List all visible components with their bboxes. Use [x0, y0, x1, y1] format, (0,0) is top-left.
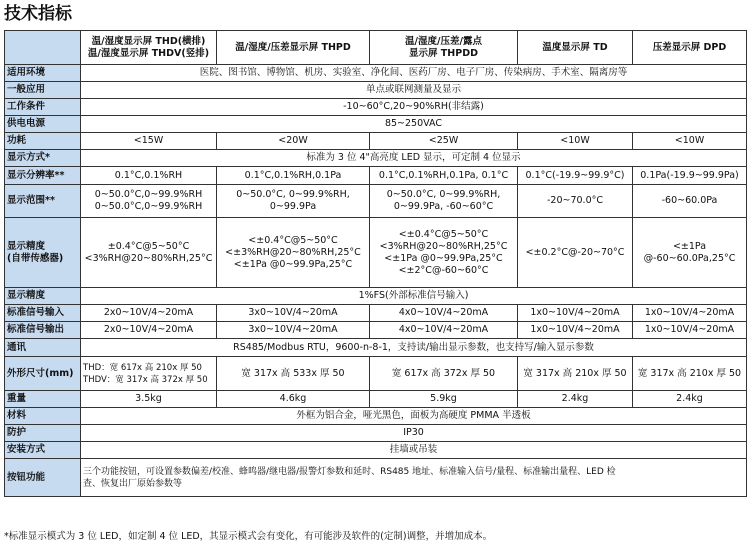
accuracy-thpd: <±0.4°C@5~50°C <±3%RH@20~80%RH,25°C <±1Pa @0~99.9Pa,25°C [217, 218, 370, 288]
label-env: 适用环境 [5, 65, 81, 82]
consumption-dpd: <10W [633, 133, 747, 150]
row-resolution [5, 167, 747, 185]
signal-out-dpd: 1x0~10V/4~20mA [633, 322, 747, 339]
spec-table [4, 30, 747, 497]
label-range: 显示范围** [5, 185, 81, 218]
row-mode [5, 150, 747, 167]
label-signal-out: 标准信号输出 [5, 322, 81, 339]
label-buttons: 按钮功能 [5, 459, 81, 497]
label-resolution: 显示分辨率** [5, 167, 81, 185]
consumption-td: <10W [518, 133, 633, 150]
label-material: 材料 [5, 408, 81, 425]
resolution-thpd: 0.1°C,0.1%RH,0.1Pa [217, 167, 370, 185]
row-env [5, 65, 747, 82]
label-cond: 工作条件 [5, 99, 81, 116]
range-thpd: 0~50.0°C, 0~99.9%RH, 0~99.9Pa [217, 185, 370, 218]
resolution-thpdd: 0.1°C,0.1%RH,0.1Pa, 0.1°C [370, 167, 518, 185]
size-thd: THD：宽 617x 高 210x 厚 50 THDV：宽 317x 高 372x 厚 50 [81, 357, 217, 391]
value-buttons: 三个功能按钮，可设置参数偏差/校准、蜂鸣器/继电器/报警灯参数和延时、RS485 地址、标准输入信号/量程、标准输出量程、LED 检 查、恢复出厂原始参数等 [81, 459, 747, 497]
value-power: 85~250VAC [81, 116, 747, 133]
header-thpdd: 温/湿度/压差/露点 显示屏 THPDD [370, 31, 518, 65]
header-thpd: 温/湿度/压差显示屏 THPD [217, 31, 370, 65]
value-cond: -10~60°C,20~90%RH(非结露) [81, 99, 747, 116]
range-thpdd: 0~50.0°C, 0~99.9%RH, 0~99.9Pa, -60~60°C [370, 185, 518, 218]
label-signal-in: 标准信号输入 [5, 305, 81, 322]
size-thpdd: 宽 617x 高 372x 厚 50 [370, 357, 518, 391]
row-signal-out [5, 322, 747, 339]
range-thd: 0~50.0°C,0~99.9%RH 0~50.0°C,0~99.9%RH [81, 185, 217, 218]
row-cond [5, 99, 747, 116]
resolution-thd: 0.1°C,0.1%RH [81, 167, 217, 185]
value-material: 外框为铝合金，哑光黑色，面板为高硬度 PMMA 半透板 [81, 408, 747, 425]
header-row [5, 31, 747, 65]
signal-out-thpdd: 4x0~10V/4~20mA [370, 322, 518, 339]
value-mode: 标准为 3 位 4"高亮度 LED 显示，可定制 4 位显示 [81, 150, 747, 167]
row-material [5, 408, 747, 425]
row-power [5, 116, 747, 133]
weight-thpdd: 5.9kg [370, 391, 518, 408]
accuracy-thd: ±0.4°C@5~50°C <3%RH@20~80%RH,25°C [81, 218, 217, 288]
label-app: 一般应用 [5, 82, 81, 99]
resolution-td: 0.1°C(-19.9~99.9°C) [518, 167, 633, 185]
weight-thd: 3.5kg [81, 391, 217, 408]
value-env: 医院、图书馆、博物馆、机房、实验室、净化间、医药厂房、电子厂房、传染病房、手术室、隔离房等 [81, 65, 747, 82]
row-range [5, 185, 747, 218]
label-protection: 防护 [5, 425, 81, 442]
label-install: 安装方式 [5, 442, 81, 459]
weight-dpd: 2.4kg [633, 391, 747, 408]
value-accuracy2: 1%FS(外部标准信号输入) [81, 288, 747, 305]
signal-out-td: 1x0~10V/4~20mA [518, 322, 633, 339]
label-accuracy2: 显示精度 [5, 288, 81, 305]
size-td: 宽 317x 高 210x 厚 50 [518, 357, 633, 391]
label-accuracy: 显示精度 (自带传感器) [5, 218, 81, 288]
signal-in-thpdd: 4x0~10V/4~20mA [370, 305, 518, 322]
row-app [5, 82, 747, 99]
accuracy-dpd: <±1Pa @-60~60.0Pa,25°C [633, 218, 747, 288]
row-accuracy [5, 218, 747, 288]
value-install: 挂墙或吊装 [81, 442, 747, 459]
range-dpd: -60~60.0Pa [633, 185, 747, 218]
value-comm: RS485/Modbus RTU，9600-n-8-1，支持读/输出显示参数，也支持写/输入显示参数 [81, 339, 747, 357]
weight-thpd: 4.6kg [217, 391, 370, 408]
label-weight: 重量 [5, 391, 81, 408]
label-comm: 通讯 [5, 339, 81, 357]
row-accuracy2 [5, 288, 747, 305]
weight-td: 2.4kg [518, 391, 633, 408]
row-consumption [5, 133, 747, 150]
accuracy-thpdd: <±0.4°C@5~50°C <3%RH@20~80%RH,25°C <±1Pa @0~99.9Pa,25°C <±2°C@-60~60°C [370, 218, 518, 288]
label-consumption: 功耗 [5, 133, 81, 150]
value-app: 单点或联网测量及显示 [81, 82, 747, 99]
accuracy-td: <±0.2°C@-20~70°C [518, 218, 633, 288]
signal-in-dpd: 1x0~10V/4~20mA [633, 305, 747, 322]
row-comm [5, 339, 747, 357]
row-buttons [5, 459, 747, 497]
consumption-thpd: <20W [217, 133, 370, 150]
size-thpd: 宽 317x 高 533x 厚 50 [217, 357, 370, 391]
label-power: 供电电源 [5, 116, 81, 133]
size-dpd: 宽 317x 高 210x 厚 50 [633, 357, 747, 391]
label-size: 外形尺寸(mm) [5, 357, 81, 391]
row-size [5, 357, 747, 391]
value-protection: IP30 [81, 425, 747, 442]
signal-out-thpd: 3x0~10V/4~20mA [217, 322, 370, 339]
footnote: *标准显示模式为 3 位 LED，如定制 4 位 LED，其显示模式会有变化，有可能涉及软件的(定制)调整，并增加成本。 [4, 531, 493, 542]
consumption-thpdd: <25W [370, 133, 518, 150]
page-title: 技术指标 [4, 4, 72, 24]
header-td: 温度显示屏 TD [518, 31, 633, 65]
range-td: -20~70.0°C [518, 185, 633, 218]
label-mode: 显示方式* [5, 150, 81, 167]
signal-out-thd: 2x0~10V/4~20mA [81, 322, 217, 339]
header-dpd: 压差显示屏 DPD [633, 31, 747, 65]
row-signal-in [5, 305, 747, 322]
row-protection [5, 425, 747, 442]
row-install [5, 442, 747, 459]
header-thd: 温/湿度显示屏 THD(横排) 温/湿度显示屏 THDV(竖排) [81, 31, 217, 65]
row-weight [5, 391, 747, 408]
signal-in-td: 1x0~10V/4~20mA [518, 305, 633, 322]
header-corner [5, 31, 81, 65]
consumption-thd: <15W [81, 133, 217, 150]
resolution-dpd: 0.1Pa(-19.9~99.9Pa) [633, 167, 747, 185]
signal-in-thpd: 3x0~10V/4~20mA [217, 305, 370, 322]
signal-in-thd: 2x0~10V/4~20mA [81, 305, 217, 322]
